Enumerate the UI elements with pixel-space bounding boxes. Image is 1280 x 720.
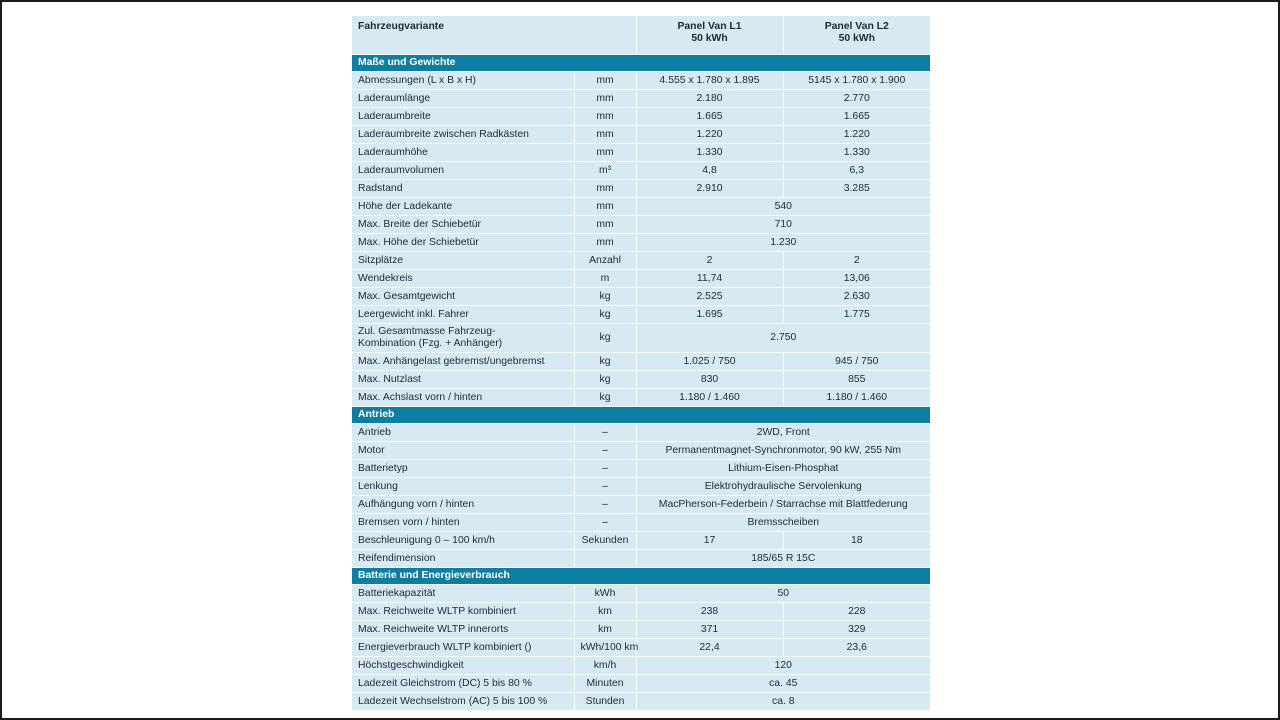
spec-table xyxy=(352,16,930,711)
row-laderaumbreite-radkaesten xyxy=(352,126,930,144)
row-value-both: MacPherson-Federbein / Starrachse mit Blattfederung xyxy=(636,496,930,514)
row-label: Laderaumhöhe xyxy=(352,144,574,162)
row-value-l2: 2.770 xyxy=(783,90,930,108)
row-value-l1: 22,4 xyxy=(636,639,783,657)
row-laderaumhoehe xyxy=(352,144,930,162)
row-unit: Stunden xyxy=(574,693,636,711)
section-title: Batterie und Energieverbrauch xyxy=(352,568,930,585)
row-antrieb xyxy=(352,424,930,442)
row-unit: kg xyxy=(574,389,636,407)
row-value-l1: 4,8 xyxy=(636,162,783,180)
row-label: Sitzplätze xyxy=(352,252,574,270)
row-value-both: 2.750 xyxy=(636,324,930,353)
row-value-l1: 1.665 xyxy=(636,108,783,126)
row-value-l2: 3.285 xyxy=(783,180,930,198)
row-unit: – xyxy=(574,460,636,478)
row-value-both: Bremsscheiben xyxy=(636,514,930,532)
row-value-l2: 945 / 750 xyxy=(783,353,930,371)
row-unit: km/h xyxy=(574,657,636,675)
row-value-l1: 1.180 / 1.460 xyxy=(636,389,783,407)
row-label: Leergewicht inkl. Fahrer xyxy=(352,306,574,324)
row-motor xyxy=(352,442,930,460)
row-value-l1: 2.910 xyxy=(636,180,783,198)
row-energieverbrauch xyxy=(352,639,930,657)
row-label-line1: Zul. Gesamtmasse Fahrzeug- xyxy=(358,326,496,337)
row-label: Antrieb xyxy=(352,424,574,442)
row-ladezeit-ac xyxy=(352,693,930,711)
row-value-l1: 1.220 xyxy=(636,126,783,144)
row-value-l1: 2.180 xyxy=(636,90,783,108)
row-anhaengelast xyxy=(352,353,930,371)
row-unit: kg xyxy=(574,371,636,389)
row-value-l1: 371 xyxy=(636,621,783,639)
row-unit: – xyxy=(574,424,636,442)
row-label: Beschleunigung 0 – 100 km/h xyxy=(352,532,574,550)
row-ladezeit-dc xyxy=(352,675,930,693)
row-leergewicht xyxy=(352,306,930,324)
row-value-both: 185/65 R 15C xyxy=(636,550,930,568)
row-value-l2: 228 xyxy=(783,603,930,621)
row-label: Max. Achslast vorn / hinten xyxy=(352,389,574,407)
row-label: Laderaumbreite zwischen Radkästen xyxy=(352,126,574,144)
row-laderaumlaenge xyxy=(352,90,930,108)
row-unit: – xyxy=(574,442,636,460)
row-unit: kg xyxy=(574,288,636,306)
row-unit: km xyxy=(574,603,636,621)
row-value-l2: 13,06 xyxy=(783,270,930,288)
row-unit: – xyxy=(574,514,636,532)
row-reichweite-innerorts xyxy=(352,621,930,639)
row-unit: mm xyxy=(574,126,636,144)
row-unit: mm xyxy=(574,216,636,234)
row-aufhaengung xyxy=(352,496,930,514)
row-unit: mm xyxy=(574,198,636,216)
row-unit: mm xyxy=(574,90,636,108)
section-masse-und-gewichte xyxy=(352,55,930,72)
header-panel-van-l1 xyxy=(636,16,783,55)
row-unit: mm xyxy=(574,144,636,162)
row-value-both: 120 xyxy=(636,657,930,675)
row-value-l1: 4.555 x 1.780 x 1.895 xyxy=(636,72,783,90)
header-label: Fahrzeugvariante xyxy=(352,16,636,55)
row-value-l1: 830 xyxy=(636,371,783,389)
row-label: Ladezeit Gleichstrom (DC) 5 bis 80 % xyxy=(352,675,574,693)
row-abmessungen xyxy=(352,72,930,90)
row-value-both: Elektrohydraulische Servolenkung xyxy=(636,478,930,496)
row-value-l2: 2.630 xyxy=(783,288,930,306)
row-value-both: Lithium-Eisen-Phosphat xyxy=(636,460,930,478)
row-hoehe-schiebetuer xyxy=(352,234,930,252)
row-value-both: 710 xyxy=(636,216,930,234)
row-unit: mm xyxy=(574,180,636,198)
row-label xyxy=(352,324,574,353)
row-value-l2: 1.665 xyxy=(783,108,930,126)
row-value-l1: 1.330 xyxy=(636,144,783,162)
row-breite-schiebetuer xyxy=(352,216,930,234)
row-laderaumbreite xyxy=(352,108,930,126)
row-ladekante xyxy=(352,198,930,216)
row-value-l1: 1.695 xyxy=(636,306,783,324)
row-achslast xyxy=(352,389,930,407)
row-label: Max. Höhe der Schiebetür xyxy=(352,234,574,252)
spec-sheet xyxy=(352,16,930,711)
row-unit: Sekunden xyxy=(574,532,636,550)
row-label: Lenkung xyxy=(352,478,574,496)
row-value-both: Permanentmagnet-Synchronmotor, 90 kW, 255 Nm xyxy=(636,442,930,460)
row-batterietyp xyxy=(352,460,930,478)
row-hoechstgeschwindigkeit xyxy=(352,657,930,675)
row-reifendimension xyxy=(352,550,930,568)
header-l1-line1: Panel Van L1 xyxy=(677,21,742,32)
row-unit xyxy=(574,550,636,568)
section-batterie-energieverbrauch xyxy=(352,568,930,585)
row-value-l1: 2.525 xyxy=(636,288,783,306)
section-title: Antrieb xyxy=(352,407,930,424)
row-value-both: 50 xyxy=(636,585,930,603)
row-value-l2: 18 xyxy=(783,532,930,550)
row-value-l1: 238 xyxy=(636,603,783,621)
row-batteriekapazitaet xyxy=(352,585,930,603)
row-unit: m xyxy=(574,270,636,288)
row-label: Motor xyxy=(352,442,574,460)
section-title: Maße und Gewichte xyxy=(352,55,930,72)
row-unit: Anzahl xyxy=(574,252,636,270)
row-sitzplaetze xyxy=(352,252,930,270)
row-label: Max. Nutzlast xyxy=(352,371,574,389)
header-panel-van-l2 xyxy=(783,16,930,55)
row-value-l2: 1.330 xyxy=(783,144,930,162)
row-label: Höchstgeschwindigkeit xyxy=(352,657,574,675)
row-label: Max. Breite der Schiebetür xyxy=(352,216,574,234)
row-unit: km xyxy=(574,621,636,639)
row-label: Abmessungen (L x B x H) xyxy=(352,72,574,90)
row-label: Laderaumlänge xyxy=(352,90,574,108)
row-gesamtmasse-kombination xyxy=(352,324,930,353)
row-label: Batterietyp xyxy=(352,460,574,478)
row-label: Laderaumvolumen xyxy=(352,162,574,180)
row-unit: kWh/100 km xyxy=(574,639,636,657)
row-value-l1: 17 xyxy=(636,532,783,550)
row-value-l2: 329 xyxy=(783,621,930,639)
table-header-row xyxy=(352,16,930,55)
row-label: Reifendimension xyxy=(352,550,574,568)
row-value-l2: 1.180 / 1.460 xyxy=(783,389,930,407)
row-unit: mm xyxy=(574,234,636,252)
row-unit: mm xyxy=(574,72,636,90)
row-value-both: ca. 8 xyxy=(636,693,930,711)
row-nutzlast xyxy=(352,371,930,389)
row-radstand xyxy=(352,180,930,198)
row-label: Bremsen vorn / hinten xyxy=(352,514,574,532)
header-l2-line1: Panel Van L2 xyxy=(824,21,889,32)
row-value-l1: 2 xyxy=(636,252,783,270)
row-unit: kg xyxy=(574,353,636,371)
row-label: Ladezeit Wechselstrom (AC) 5 bis 100 % xyxy=(352,693,574,711)
row-unit: kWh xyxy=(574,585,636,603)
row-laderaumvolumen xyxy=(352,162,930,180)
row-lenkung xyxy=(352,478,930,496)
row-value-l2: 5145 x 1.780 x 1.900 xyxy=(783,72,930,90)
row-label: Aufhängung vorn / hinten xyxy=(352,496,574,514)
row-value-both: ca. 45 xyxy=(636,675,930,693)
row-unit: Minuten xyxy=(574,675,636,693)
row-value-both: 540 xyxy=(636,198,930,216)
row-value-l2: 1.775 xyxy=(783,306,930,324)
row-reichweite-kombiniert xyxy=(352,603,930,621)
row-label: Max. Reichweite WLTP innerorts xyxy=(352,621,574,639)
row-label: Batteriekapazität xyxy=(352,585,574,603)
row-bremsen xyxy=(352,514,930,532)
row-label: Energieverbrauch WLTP kombiniert () xyxy=(352,639,574,657)
row-label: Radstand xyxy=(352,180,574,198)
row-label: Max. Anhängelast gebremst/ungebremst xyxy=(352,353,574,371)
row-unit: m³ xyxy=(574,162,636,180)
row-value-both: 1.230 xyxy=(636,234,930,252)
row-gesamtgewicht xyxy=(352,288,930,306)
row-label-line2: Kombination (Fzg. + Anhänger) xyxy=(358,338,503,349)
row-unit: kg xyxy=(574,306,636,324)
row-beschleunigung xyxy=(352,532,930,550)
row-value-l2: 6,3 xyxy=(783,162,930,180)
row-unit: kg xyxy=(574,324,636,353)
header-l2-line2: 50 kWh xyxy=(838,33,875,44)
row-label: Höhe der Ladekante xyxy=(352,198,574,216)
row-unit: mm xyxy=(574,108,636,126)
row-wendekreis xyxy=(352,270,930,288)
row-unit: – xyxy=(574,496,636,514)
row-value-l2: 23,6 xyxy=(783,639,930,657)
row-label: Laderaumbreite xyxy=(352,108,574,126)
row-unit: – xyxy=(574,478,636,496)
section-antrieb xyxy=(352,407,930,424)
row-value-l2: 2 xyxy=(783,252,930,270)
row-value-both: 2WD, Front xyxy=(636,424,930,442)
header-l1-line2: 50 kWh xyxy=(691,33,728,44)
row-value-l1: 11,74 xyxy=(636,270,783,288)
row-label: Wendekreis xyxy=(352,270,574,288)
row-label: Max. Gesamtgewicht xyxy=(352,288,574,306)
row-value-l2: 1.220 xyxy=(783,126,930,144)
row-value-l1: 1.025 / 750 xyxy=(636,353,783,371)
row-value-l2: 855 xyxy=(783,371,930,389)
row-label: Max. Reichweite WLTP kombiniert xyxy=(352,603,574,621)
